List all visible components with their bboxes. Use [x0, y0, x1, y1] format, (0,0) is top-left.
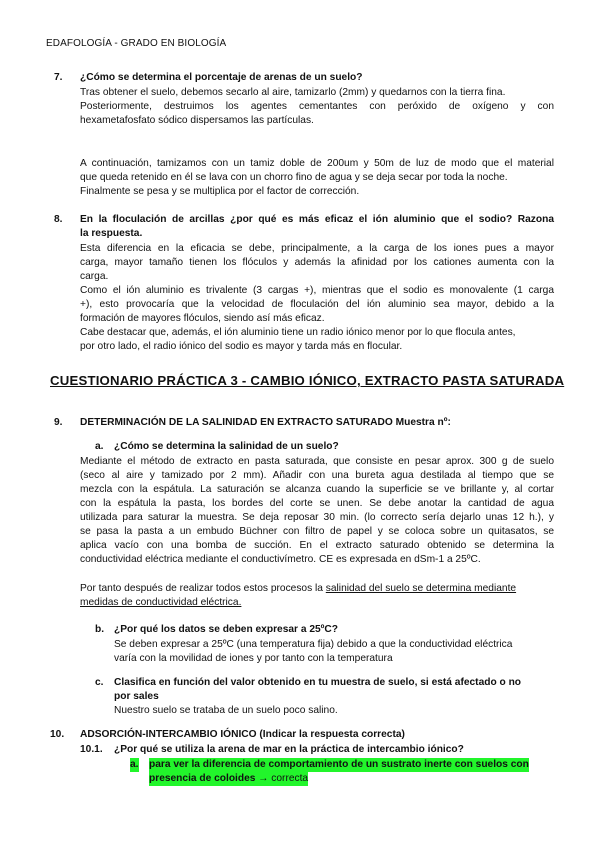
- q9a-conclusion-underlined: medidas de conductividad eléctrica.: [80, 597, 242, 608]
- q10-1-option-label: a.: [130, 759, 139, 770]
- question-9-number: 9.: [54, 417, 63, 428]
- question-8-number: 8.: [54, 214, 63, 225]
- q9c-label: c.: [95, 677, 104, 688]
- q7-answer-line: que queda retenido en él se lava con un chorro fino de agua y se deja secar por toda la noche.: [80, 172, 508, 183]
- q9b-question: ¿Por qué los datos se deben expresar a 25ºC?: [114, 624, 338, 635]
- q9a-answer-line: Mediante el método de extracto en pasta saturada, que consiste en pesar aprox. 300 g de suelo: [80, 456, 554, 467]
- q10-1-option-a-line: para ver la diferencia de comportamiento de un sustrato inerte con suelos con: [149, 759, 529, 770]
- q9c-question: Clasifica en función del valor obtenido en tu muestra de suelo, si está afectado o no: [114, 677, 522, 688]
- q8-answer-line: Cabe destacar que, además, el ión aluminio tiene un radio iónico menor por lo que flocula antes,: [80, 327, 516, 338]
- question-10-number: 10.: [50, 729, 65, 740]
- question-10-title: ADSORCIÓN-INTERCAMBIO IÓNICO (Indicar la respuesta correcta): [80, 729, 405, 740]
- q7-answer-line: Tras obtener el suelo, debemos secarlo al aire, tamizarlo (2mm) y quedarnos con la tierra fina.: [80, 87, 506, 98]
- q10-1-option-a-line: [149, 772, 308, 786]
- q8-answer-line: Como el ión aluminio es trivalente (3 cargas +), mientras que el sodio es monovalente (1 carga: [80, 285, 554, 296]
- q9a-answer-line: utilizada para saturar la muestra. Se deja reposar 30 min. (lo correcto sería dejarlo unas 12 h.), y: [80, 512, 554, 523]
- q8-answer-line: carga.: [80, 271, 109, 282]
- question-8-text: la respuesta.: [80, 228, 143, 239]
- q9a-answer-line: conductividad eléctrica mediante el conductivímetro. CE es expresada en dSm-1 a 25ºC.: [80, 554, 481, 565]
- q9b-label: b.: [95, 624, 105, 635]
- q9b-answer-line: Se deben expresar a 25ºC (una temperatura fija) debido a que la conductividad eléctrica: [114, 639, 513, 650]
- q9a-label: a.: [95, 441, 104, 452]
- q10-1-option-a-bold: presencia de coloides: [149, 773, 256, 784]
- q9a-conclusion-text: Por tanto después de realizar todos estos procesos la: [80, 583, 326, 594]
- question-7-text: ¿Cómo se determina el porcentaje de arenas de un suelo?: [80, 72, 363, 83]
- q9a-conclusion-line: [80, 582, 516, 596]
- page-header: EDAFOLOGÍA - GRADO EN BIOLOGÍA: [46, 38, 227, 49]
- q8-answer-line: +), esto provocaría que la velocidad de floculación del ión aluminio sea mayor, debido a la: [80, 299, 554, 310]
- section-title: CUESTIONARIO PRÁCTICA 3 - CAMBIO IÓNICO, EXTRACTO PASTA SATURADA: [50, 373, 565, 388]
- q9a-answer-line: con la espátula la pasta, los bordes del corte se unen. Se debe anotar la cantidad de agua: [80, 498, 554, 509]
- q8-answer-line: por otro lado, el radio iónico del sodio es mayor y tarda más en flocular.: [80, 341, 403, 352]
- q9a-answer-line: aplica vacío con una bomba de succión. En el extracto saturado obtenido se determina la: [80, 540, 554, 551]
- q8-answer-line: Esta diferencia en la eficacia se debe, principalmente, a la carga de los iones pues a mayor: [80, 243, 554, 254]
- question-8-text: En la floculación de arcillas ¿por qué es más eficaz el ión aluminio que el sodio? Razona: [80, 214, 554, 225]
- q7-answer-line: hexametafosfato sódico dispersamos las partículas.: [80, 115, 314, 126]
- q9c-answer: Nuestro suelo se trataba de un suelo poco salino.: [114, 705, 338, 716]
- q9a-answer-line: se pasa la pasta a un embudo Büchner con filtro de papel y se coloca sobre un quitasatos, se: [80, 526, 554, 537]
- q9a-conclusion-underlined: salinidad del suelo se determina mediante: [325, 583, 517, 594]
- q9a-question: ¿Cómo se determina la salinidad de un suelo?: [114, 441, 339, 452]
- question-9-title: DETERMINACIÓN DE LA SALINIDAD EN EXTRACTO SATURADO Muestra nº:: [80, 417, 451, 428]
- q7-answer-line: A continuación, tamizamos con un tamiz doble de 200um y 50m de luz de modo que el material: [80, 158, 554, 169]
- q9b-answer-line: varía con la movilidad de iones y por tanto con la temperatura: [114, 653, 393, 664]
- q9a-answer-line: mezcla con la espátula. La saturación se alcanza cuando la superficie se ve brillante y, al cortar: [80, 484, 554, 495]
- q8-answer-line: carga, mayor tamaño tienen los flóculos y además la afinidad por los cationes aumenta con la: [80, 257, 554, 268]
- q9c-question: por sales: [114, 691, 159, 702]
- question-7-number: 7.: [54, 72, 63, 83]
- q7-answer-line: Finalmente se pesa y se multiplica por el factor de corrección.: [80, 186, 360, 197]
- q8-answer-line: formación de mayores flóculos, siendo así más eficaz.: [80, 313, 325, 324]
- q10-1-question: ¿Por qué se utiliza la arena de mar en la práctica de intercambio iónico?: [114, 744, 464, 755]
- q10-1-number: 10.1.: [80, 744, 103, 755]
- q7-answer-line: Posteriormente, destruimos los agentes cementantes con peróxido de oxígeno y con: [80, 101, 554, 112]
- q10-1-option-a-correct: → correcta: [255, 773, 309, 784]
- q9a-answer-line: (seco al aire y tamizado por 2 mm). Añadir con una bureta agua destilada al tiempo que se: [80, 470, 554, 481]
